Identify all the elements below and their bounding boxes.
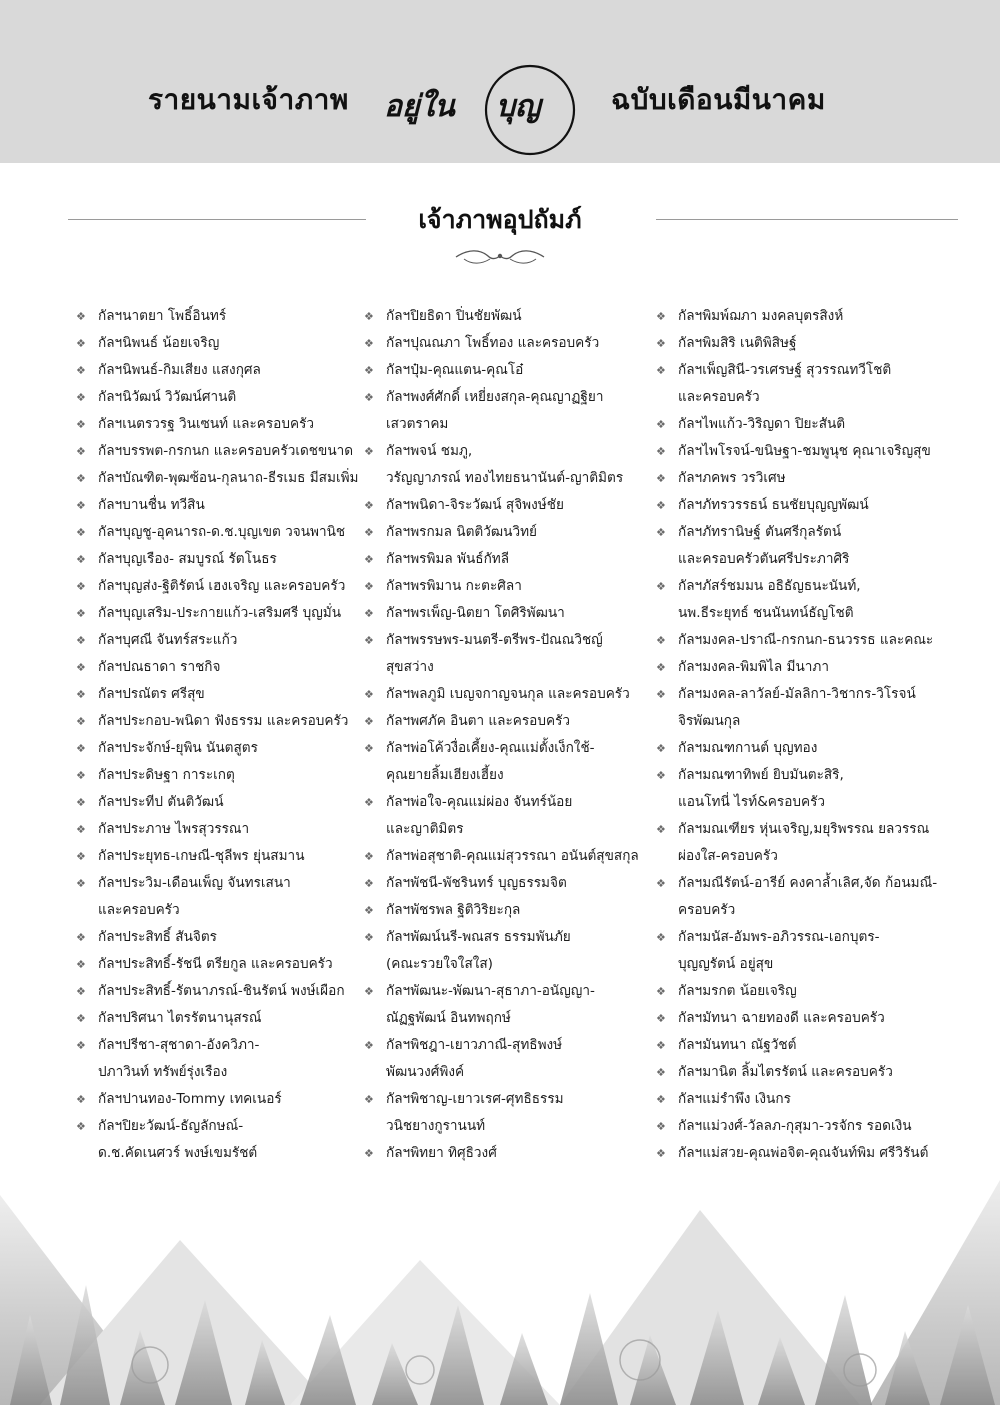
sponsor-name: กัลฯปรีชา-สุชาดา-อังควิภา- <box>98 1037 260 1053</box>
sponsor-entry <box>76 600 366 627</box>
sponsor-entry <box>76 627 366 654</box>
sponsor-entry <box>364 978 654 1032</box>
sponsor-name: กัลฯเนตรวรฐ วินเซนท์ และครอบครัว <box>98 416 314 432</box>
sponsor-entry <box>364 519 654 546</box>
sponsor-entry <box>76 951 366 978</box>
sponsor-name: และครอบครัว <box>678 389 760 405</box>
sponsor-name: กัลฯนิวัฒน์ วิวัฒน์ศานติ <box>98 389 237 405</box>
diamond-bullet-icon: ❖ <box>656 823 666 836</box>
diamond-bullet-icon: ❖ <box>656 742 666 755</box>
sponsor-name: (คณะรวยใจใสใส) <box>386 956 493 972</box>
sponsor-name: กัลฯพนิดา-จิระวัฒน์ สุจิพงษ์ชัย <box>386 497 564 513</box>
diamond-bullet-icon: ❖ <box>656 1120 666 1133</box>
sponsor-entry <box>656 303 956 330</box>
sponsor-name: กัลฯบานชื่น ทวีสิน <box>98 497 205 513</box>
diamond-bullet-icon: ❖ <box>76 580 86 593</box>
sponsor-name: วนิชยางกูรานนท์ <box>386 1118 486 1134</box>
sponsor-name: ครอบครัว <box>678 902 736 918</box>
sponsor-name: และญาติมิตร <box>386 821 464 837</box>
diamond-bullet-icon: ❖ <box>364 526 374 539</box>
sponsor-entry <box>656 1140 956 1167</box>
sponsor-name: กัลฯพัชนี-พัชรินทร์ บุญธรรมจิต <box>386 875 567 891</box>
sponsor-entry <box>364 303 654 330</box>
sponsor-entry <box>364 573 654 600</box>
diamond-bullet-icon: ❖ <box>364 553 374 566</box>
sponsor-entry <box>364 384 654 438</box>
diamond-bullet-icon: ❖ <box>364 634 374 647</box>
sponsor-entry <box>364 1032 654 1086</box>
sponsor-entry <box>656 1086 956 1113</box>
diamond-bullet-icon: ❖ <box>76 526 86 539</box>
sponsor-entry <box>364 330 654 357</box>
sponsor-name: กัลฯมัทนา ฉายทองดี และครอบครัว <box>678 1010 885 1026</box>
sponsor-entry <box>76 654 366 681</box>
sponsor-entry <box>656 1113 956 1140</box>
sponsor-entry <box>656 492 956 519</box>
sponsor-column-2 <box>364 303 654 1167</box>
diamond-bullet-icon: ❖ <box>656 1066 666 1079</box>
sponsor-name: ด.ช.คัดเนศวร์ พงษ์เขมรัชต์ <box>98 1145 258 1161</box>
sponsor-name: กัลฯพรพิมาน กะตะศิลา <box>386 578 522 594</box>
sponsor-name: กัลฯมานิต ลิ้มไตรรัตน์ และครอบครัว <box>678 1064 893 1080</box>
sponsor-entry <box>76 330 366 357</box>
sponsor-entry <box>656 816 956 870</box>
diamond-bullet-icon: ❖ <box>364 850 374 863</box>
sponsor-entry <box>364 492 654 519</box>
sponsor-entry <box>76 438 366 465</box>
diamond-bullet-icon: ❖ <box>364 445 374 458</box>
ornament-flourish-icon <box>454 247 546 267</box>
diamond-bullet-icon: ❖ <box>364 391 374 404</box>
diamond-bullet-icon: ❖ <box>656 931 666 944</box>
sponsor-entry <box>76 924 366 951</box>
diamond-bullet-icon: ❖ <box>656 661 666 674</box>
diamond-bullet-icon: ❖ <box>364 1093 374 1106</box>
section-title: เจ้าภาพอุปถัมภ์ <box>418 205 582 234</box>
sponsor-name: กัลฯประสิทธิ์-รัชนี ตรียกูล และครอบครัว <box>98 956 333 972</box>
sponsor-entry <box>364 924 654 978</box>
diamond-bullet-icon: ❖ <box>76 796 86 809</box>
sponsor-entry <box>656 681 956 735</box>
sponsor-entry <box>656 519 956 573</box>
sponsor-name: กัลฯมรกต น้อยเจริญ <box>678 983 797 999</box>
diamond-bullet-icon: ❖ <box>364 1147 374 1160</box>
diamond-bullet-icon: ❖ <box>76 1012 86 1025</box>
sponsor-name: กัลฯไพโรจน์-ขนิษฐา-ชมพูนุช คุณาเจริญสุข <box>678 443 931 459</box>
diamond-bullet-icon: ❖ <box>656 1093 666 1106</box>
logo-text-first: อยู่ใน <box>384 89 455 124</box>
sponsor-name: กัลฯปานทอง-Tommy เทคเนอร์ <box>98 1091 282 1107</box>
sponsor-entry <box>76 1086 366 1113</box>
sponsor-name: กัลฯบุญเรือง- สมบูรณ์ รัตโนธร <box>98 551 277 567</box>
sponsor-name: กัลฯภัสร์ชมมน อธิธัญธนะนันท์, <box>678 578 861 594</box>
sponsor-name: กัลฯประทีป ตันติวัฒน์ <box>98 794 224 810</box>
diamond-bullet-icon: ❖ <box>656 472 666 485</box>
sponsor-entry <box>76 789 366 816</box>
diamond-bullet-icon: ❖ <box>656 337 666 350</box>
sponsor-name: กัลฯพัฒน์นรี-พณสร ธรรมพันภัย <box>386 929 571 945</box>
diamond-bullet-icon: ❖ <box>76 688 86 701</box>
sponsor-name: และครอบครัว <box>98 902 180 918</box>
crystal-pyramid-illustration <box>0 1165 1000 1405</box>
diamond-bullet-icon: ❖ <box>364 688 374 701</box>
sponsor-entry <box>364 357 654 384</box>
sponsor-name: กัลฯประดิษฐา การะเกตุ <box>98 767 235 783</box>
sponsor-name: กัลฯบุศณี จันทร์สระแก้ว <box>98 632 238 648</box>
diamond-bullet-icon: ❖ <box>76 1120 86 1133</box>
sponsor-name: และครอบครัวตันศรีประภาศิริ <box>678 551 850 567</box>
diamond-bullet-icon: ❖ <box>76 364 86 377</box>
sponsor-name: กัลฯบรรพต-กรกนก และครอบครัวเดชขนาด <box>98 443 354 459</box>
sponsor-entry <box>656 654 956 681</box>
sponsor-entry <box>364 600 654 627</box>
diamond-bullet-icon: ❖ <box>364 364 374 377</box>
sponsor-entry <box>76 1005 366 1032</box>
sponsor-name: กัลฯมันทนา ณัฐวัชต์ <box>678 1037 797 1053</box>
diamond-bullet-icon: ❖ <box>656 418 666 431</box>
diamond-bullet-icon: ❖ <box>76 418 86 431</box>
sponsor-entry <box>656 924 956 978</box>
diamond-bullet-icon: ❖ <box>656 1039 666 1052</box>
sponsor-name: กัลฯมนัส-อัมพร-อภิวรรณ-เอกบุตร- <box>678 929 880 945</box>
sponsor-name: กัลฯบุญเสริม-ประกายแก้ว-เสริมศรี บุญมั่น <box>98 605 342 621</box>
sponsor-name: กัลฯประยุทธ-เกษณี-ชุลีพร ยุ่นสมาน <box>98 848 305 864</box>
sponsor-name: กัลฯประกอบ-พนิดา ฟังธรรม และครอบครัว <box>98 713 349 729</box>
diamond-bullet-icon: ❖ <box>76 877 86 890</box>
sponsor-name: กัลฯพัชรพล ฐิติวิริยะกุล <box>386 902 521 918</box>
sponsor-entry <box>364 546 654 573</box>
sponsor-name: กัลฯปริศนา ไตรรัตนานุสรณ์ <box>98 1010 262 1026</box>
sponsor-name: กัลฯพจน์ ชมภู, <box>386 443 473 459</box>
diamond-bullet-icon: ❖ <box>364 904 374 917</box>
sponsor-name: กัลฯมงคล-พิมพิไล มีนาภา <box>678 659 829 675</box>
you-nai-boon-logo <box>378 60 608 160</box>
sponsor-name: กัลฯบุญส่ง-ฐิติรัตน์ เฮงเจริญ และครอบครัว <box>98 578 346 594</box>
sponsor-entry <box>364 1086 654 1140</box>
sponsor-name: กัลฯพงศ์ศักดิ์ เหยี่ยงสกุล-คุณญาฏฐิยา <box>386 389 604 405</box>
sponsor-name: กัลฯพิทยา ทิศุธิวงศ์ <box>386 1145 497 1161</box>
sponsor-name: เสวตราคม <box>386 416 449 432</box>
sponsor-name: กัลฯมณีรัตน์-อารีย์ คงคาล้ำเลิศ,จัด ก้อนมณี- <box>678 875 938 891</box>
sponsor-name: ณัฏฐพัฒน์ อินทพฤกษ์ <box>386 1010 511 1026</box>
diamond-bullet-icon: ❖ <box>656 1012 666 1025</box>
sponsor-name: กัลฯประสิทธิ์-รัตนาภรณ์-ชินรัตน์ พงษ์เผือก <box>98 983 345 999</box>
sponsor-name: สุขสว่าง <box>386 659 434 675</box>
diamond-bullet-icon: ❖ <box>76 931 86 944</box>
sponsor-entry <box>364 843 654 870</box>
sponsor-name: กัลฯบัณฑิต-พุฒซ้อน-กุลนาถ-ธีรเมธ มีสมเพิ่ม <box>98 470 359 486</box>
diamond-bullet-icon: ❖ <box>364 310 374 323</box>
sponsor-entry <box>364 897 654 924</box>
header-title-left: รายนามเจ้าภาพ <box>148 83 349 116</box>
diamond-bullet-icon: ❖ <box>76 823 86 836</box>
sponsor-name: กัลฯภัทรวรรธน์ ธนชัยบุญญพัฒน์ <box>678 497 869 513</box>
diamond-bullet-icon: ❖ <box>364 796 374 809</box>
sponsor-entry <box>76 357 366 384</box>
sponsor-entry <box>364 708 654 735</box>
sponsor-name: ปภาวินท์ ทรัพย์รุ่งเรือง <box>98 1064 228 1080</box>
diamond-bullet-icon: ❖ <box>76 607 86 620</box>
sponsor-entry <box>76 681 366 708</box>
diamond-bullet-icon: ❖ <box>656 580 666 593</box>
sponsor-name: นพ.ธีระยุทธ์ ชนนันทน์ธัญโชติ <box>678 605 854 621</box>
sponsor-name: กัลฯไพแก้ว-วิริญดา ปิยะสันติ <box>678 416 846 432</box>
sponsor-name: กัลฯพรพิมล พันธ์กัทลี <box>386 551 510 567</box>
diamond-bullet-icon: ❖ <box>76 553 86 566</box>
sponsor-name: บุญญรัตน์ อยู่สุข <box>678 956 774 972</box>
sponsor-name: กัลฯแม่รำพึง เงินกร <box>678 1091 791 1107</box>
diamond-bullet-icon: ❖ <box>76 445 86 458</box>
sponsor-entry <box>76 978 366 1005</box>
sponsor-entry <box>76 492 366 519</box>
sponsor-entry <box>76 519 366 546</box>
sponsor-name: กัลฯภคพร วรวิเศษ <box>678 470 786 486</box>
sponsor-name: กัลฯนิพนธ์ น้อยเจริญ <box>98 335 220 351</box>
diamond-bullet-icon: ❖ <box>364 580 374 593</box>
sponsor-name: กัลฯเพ็ญสินี-วรเศรษฐ์ สุวรรณทวีโชติ <box>678 362 892 378</box>
diamond-bullet-icon: ❖ <box>364 877 374 890</box>
sponsor-name: กัลฯปิยะวัฒน์-ธัญลักษณ์- <box>98 1118 244 1134</box>
sponsor-entry <box>364 1140 654 1167</box>
diamond-bullet-icon: ❖ <box>76 391 86 404</box>
sponsor-entry <box>364 735 654 789</box>
diamond-bullet-icon: ❖ <box>76 850 86 863</box>
section-rule-right <box>656 219 958 220</box>
sponsor-name: กัลฯพิมพ์ฌภา มงคลบุตรสิงห์ <box>678 308 844 324</box>
sponsor-name: กัลฯปิยธิดา ปิ่นชัยพัฒน์ <box>386 308 522 324</box>
sponsor-entry <box>656 978 956 1005</box>
sponsor-column-1 <box>76 303 366 1167</box>
sponsor-entry <box>364 627 654 681</box>
sponsor-entry <box>656 411 956 438</box>
sponsor-name: กัลฯพิชฎา-เยาวภาณี-สุทธิพงษ์ <box>386 1037 563 1053</box>
sponsor-entry <box>76 384 366 411</box>
diamond-bullet-icon: ❖ <box>76 742 86 755</box>
diamond-bullet-icon: ❖ <box>76 1039 86 1052</box>
sponsor-name: กัลฯนิพนธ์-กิมเสียง แสงกุศล <box>98 362 261 378</box>
sponsor-name: พัฒนวงศ์พิงค์ <box>386 1064 465 1080</box>
header-title-right: ฉบับเดือนมีนาคม <box>611 83 826 116</box>
diamond-bullet-icon: ❖ <box>364 607 374 620</box>
diamond-bullet-icon: ❖ <box>656 985 666 998</box>
diamond-bullet-icon: ❖ <box>76 715 86 728</box>
sponsor-name: กัลฯปุณณภา โพธิ์ทอง และครอบครัว <box>386 335 600 351</box>
sponsor-entry <box>76 708 366 735</box>
diamond-bullet-icon: ❖ <box>656 1147 666 1160</box>
sponsor-name: กัลฯมงคล-ลาวัลย์-มัลลิกา-วิชากร-วิโรจน์ <box>678 686 916 702</box>
diamond-bullet-icon: ❖ <box>76 661 86 674</box>
sponsor-entry <box>656 762 956 816</box>
sponsor-entry <box>656 627 956 654</box>
sponsor-name: กัลฯบุญชู-อุคนารถ-ด.ช.บุญเขต วจนพานิช <box>98 524 346 540</box>
sponsor-entry <box>76 546 366 573</box>
logo-text-second: บุญ <box>496 89 541 124</box>
sponsor-entry <box>656 438 956 465</box>
diamond-bullet-icon: ❖ <box>76 472 86 485</box>
diamond-bullet-icon: ❖ <box>364 1039 374 1052</box>
sponsor-entry <box>656 870 956 924</box>
diamond-bullet-icon: ❖ <box>76 958 86 971</box>
diamond-bullet-icon: ❖ <box>656 769 666 782</box>
sponsor-name: กัลฯปุ๋ม-คุณแตน-คุณโอ๋ <box>386 362 524 378</box>
sponsor-name: วรัญญาภรณ์ ทองไทยธนานันต์-ญาติมิตร <box>386 470 624 486</box>
diamond-bullet-icon: ❖ <box>656 634 666 647</box>
sponsor-entry <box>656 573 956 627</box>
sponsor-entry <box>656 735 956 762</box>
sponsor-name: กัลฯพรกมล นิตติวัฒนวิทย์ <box>386 524 538 540</box>
sponsor-name: กัลฯนาตยา โพธิ์อินทร์ <box>98 308 227 324</box>
sponsor-entry <box>656 1032 956 1059</box>
diamond-bullet-icon: ❖ <box>76 985 86 998</box>
diamond-bullet-icon: ❖ <box>364 715 374 728</box>
sponsor-name: กัลฯประภาษ ไพรสุวรรณา <box>98 821 250 837</box>
sponsor-name: กัลฯพัฒนะ-พัฒนา-สุธาภา-อนัญญา- <box>386 983 595 999</box>
diamond-bullet-icon: ❖ <box>656 526 666 539</box>
diamond-bullet-icon: ❖ <box>76 1093 86 1106</box>
diamond-bullet-icon: ❖ <box>364 931 374 944</box>
sponsor-entry <box>364 870 654 897</box>
sponsor-name: กัลฯมงคล-ปราณี-กรกนก-ธนวรรธ และคณะ <box>678 632 934 648</box>
sponsor-name: คุณยายลิ้มเฮียงเฮี้ยง <box>386 767 504 783</box>
sponsor-name: กัลฯแม่สวย-คุณพ่อจิต-คุณจันท์พิม ศรีวิรันต์ <box>678 1145 929 1161</box>
sponsor-entry <box>656 330 956 357</box>
sponsor-entry <box>76 762 366 789</box>
sponsor-name: กัลฯประสิทธิ์ สันจิตร <box>98 929 217 945</box>
sponsor-name: กัลฯพรรษพร-มนตรี-ตรีพร-ปัณณวิชญ์ <box>386 632 603 648</box>
sponsor-name: กัลฯมณฑกานต์ บุญทอง <box>678 740 818 756</box>
sponsor-name: กัลฯพรเพ็ญ-นิตยา โตศิริพัฒนา <box>386 605 565 621</box>
sponsor-name: กัลฯพ่อใจ-คุณแม่ผ่อง จันทร์น้อย <box>386 794 573 810</box>
sponsor-name: กัลฯประวิม-เดือนเพ็ญ จันทรเสนา <box>98 875 291 891</box>
sponsor-name: กัลฯมณเฑียร หุ่นเจริญ,มยุริพรรณ ยลวรรณ <box>678 821 930 837</box>
sponsor-name: กัลฯภัทรานิษฐ์ ตันศรีกุลรัตน์ <box>678 524 842 540</box>
diamond-bullet-icon: ❖ <box>656 364 666 377</box>
sponsor-entry <box>76 573 366 600</box>
sponsor-entry <box>656 1005 956 1032</box>
diamond-bullet-icon: ❖ <box>656 310 666 323</box>
sponsor-name: กัลฯมณฑาทิพย์ ยิบมันตะสิริ, <box>678 767 844 783</box>
sponsor-entry <box>76 816 366 843</box>
sponsor-name: กัลฯพิชาญ-เยาวเรศ-ศุทธิธรรม <box>386 1091 564 1107</box>
sponsor-entry <box>364 438 654 492</box>
diamond-bullet-icon: ❖ <box>76 499 86 512</box>
diamond-bullet-icon: ❖ <box>364 499 374 512</box>
diamond-bullet-icon: ❖ <box>656 877 666 890</box>
sponsor-entry <box>76 411 366 438</box>
sponsor-name: กัลฯประจักษ์-ยุพิน นันตสูตร <box>98 740 258 756</box>
sponsor-name: ผ่องใส-ครอบครัว <box>678 848 778 864</box>
sponsor-entry <box>656 1059 956 1086</box>
diamond-bullet-icon: ❖ <box>76 310 86 323</box>
sponsor-name: แอนโทนี่ ไรท์&ครอบครัว <box>678 794 826 810</box>
sponsor-name: กัลฯพ่อสุชาติ-คุณแม่สุวรรณา อนันต์สุขสกุล <box>386 848 639 864</box>
sponsor-name: กัลฯพิมสิริ เนติพิสิษฐ์ <box>678 335 797 351</box>
diamond-bullet-icon: ❖ <box>76 769 86 782</box>
sponsor-name: กัลฯพ่อโค้วงื่อเคี้ยง-คุณแม่ตั้งเง็กใช้- <box>386 740 595 756</box>
diamond-bullet-icon: ❖ <box>656 445 666 458</box>
diamond-bullet-icon: ❖ <box>76 337 86 350</box>
sponsor-name: จิรพัฒนกุล <box>678 713 741 729</box>
sponsor-entry <box>364 681 654 708</box>
sponsor-entry <box>364 789 654 843</box>
diamond-bullet-icon: ❖ <box>364 985 374 998</box>
sponsor-entry <box>656 465 956 492</box>
sponsor-entry <box>76 303 366 330</box>
sponsor-name: กัลฯพศภัค อินตา และครอบครัว <box>386 713 571 729</box>
diamond-bullet-icon: ❖ <box>364 337 374 350</box>
sponsor-name: กัลฯพลภูมิ เบญจกาญจนกุล และครอบครัว <box>386 686 630 702</box>
sponsor-name: กัลฯปณธาดา ราชกิจ <box>98 659 221 675</box>
diamond-bullet-icon: ❖ <box>656 499 666 512</box>
sponsor-name: กัลฯแม่วงศ์-วัลลภ-กุสุมา-วรจักร รอดเงิน <box>678 1118 912 1134</box>
diamond-bullet-icon: ❖ <box>76 634 86 647</box>
sponsor-entry <box>76 1032 366 1086</box>
sponsor-column-3 <box>656 303 956 1167</box>
sponsor-entry <box>76 843 366 870</box>
sponsor-entry <box>656 357 956 411</box>
sponsor-entry <box>76 1113 366 1167</box>
sponsor-entry <box>76 735 366 762</box>
diamond-bullet-icon: ❖ <box>364 742 374 755</box>
sponsor-entry <box>76 465 366 492</box>
sponsor-name: กัลฯปรณัตร ศรีสุข <box>98 686 205 702</box>
sponsor-entry <box>76 870 366 924</box>
diamond-bullet-icon: ❖ <box>656 688 666 701</box>
